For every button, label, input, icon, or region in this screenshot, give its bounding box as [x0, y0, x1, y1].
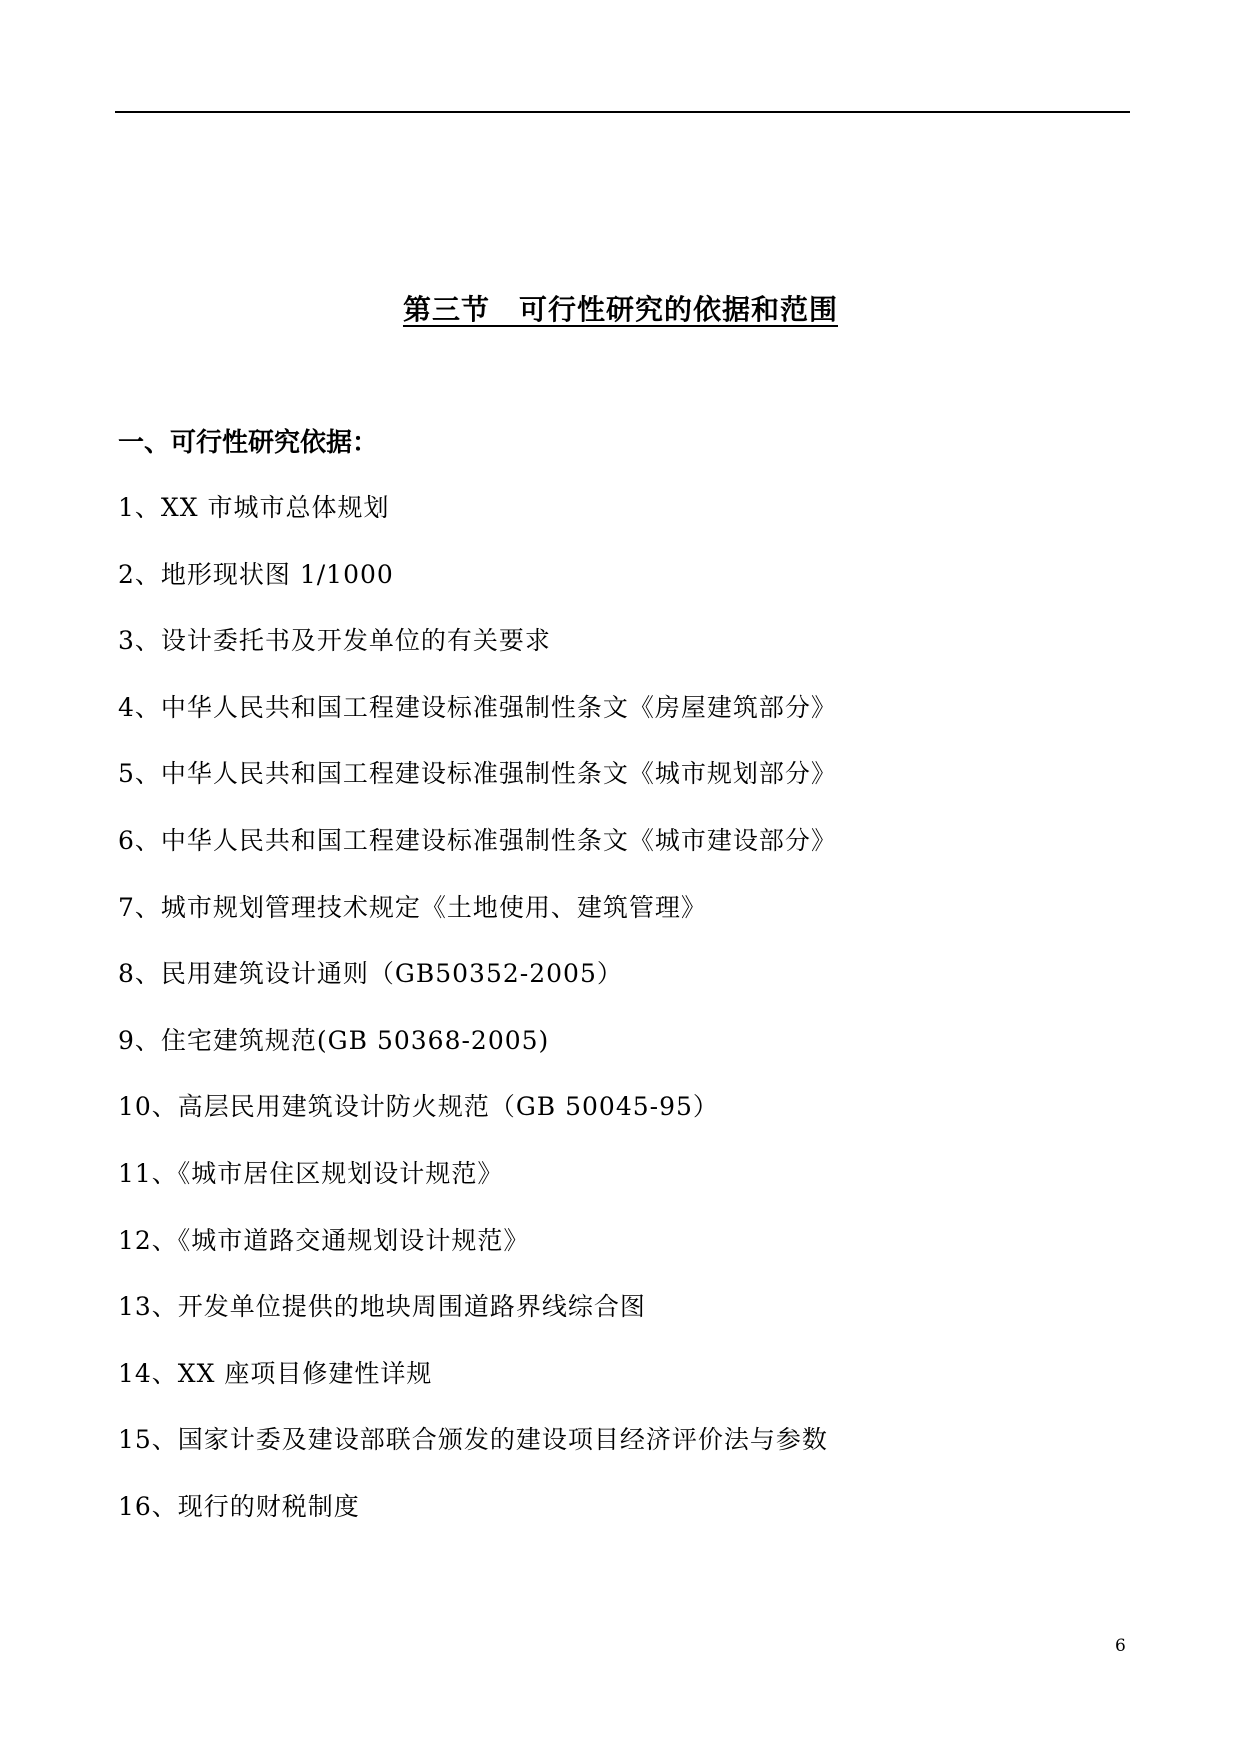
- subheading-feasibility-basis: 一、可行性研究依据：: [118, 428, 379, 458]
- header-rule: [115, 111, 1130, 113]
- list-item: 9、住宅建筑规范(GB 50368-2005): [118, 1025, 550, 1055]
- list-item: 12、《城市道路交通规划设计规范》: [118, 1225, 530, 1255]
- page-number: 6: [1115, 1636, 1126, 1656]
- basis-list: [118, 486, 837, 1552]
- list-item: 11、《城市居住区规划设计规范》: [118, 1158, 504, 1188]
- section-title-text: 第三节 可行性研究的依据和范围: [402, 293, 838, 326]
- list-item: 8、民用建筑设计通则（GB50352-2005）: [118, 959, 623, 989]
- list-item: 5、中华人民共和国工程建设标准强制性条文《城市规划部分》: [118, 759, 837, 789]
- list-item: 3、设计委托书及开发单位的有关要求: [118, 626, 551, 656]
- list-item: 2、地形现状图 1/1000: [118, 559, 394, 589]
- section-title: [0, 284, 1241, 336]
- list-item: 13、开发单位提供的地块周围道路界线综合图: [118, 1292, 646, 1322]
- list-item: 6、中华人民共和国工程建设标准强制性条文《城市建设部分》: [118, 825, 837, 855]
- list-item: 4、中华人民共和国工程建设标准强制性条文《房屋建筑部分》: [118, 692, 837, 722]
- list-item: 1、XX 市城市总体规划: [118, 493, 390, 522]
- list-item: 15、国家计委及建设部联合颁发的建设项目经济评价法与参数: [118, 1425, 828, 1455]
- list-item: 14、XX 座项目修建性详规: [118, 1358, 433, 1388]
- list-item: 16、现行的财税制度: [118, 1491, 360, 1521]
- list-item: 7、城市规划管理技术规定《土地使用、建筑管理》: [118, 892, 707, 922]
- list-item: 10、高层民用建筑设计防火规范（GB 50045-95）: [118, 1092, 719, 1122]
